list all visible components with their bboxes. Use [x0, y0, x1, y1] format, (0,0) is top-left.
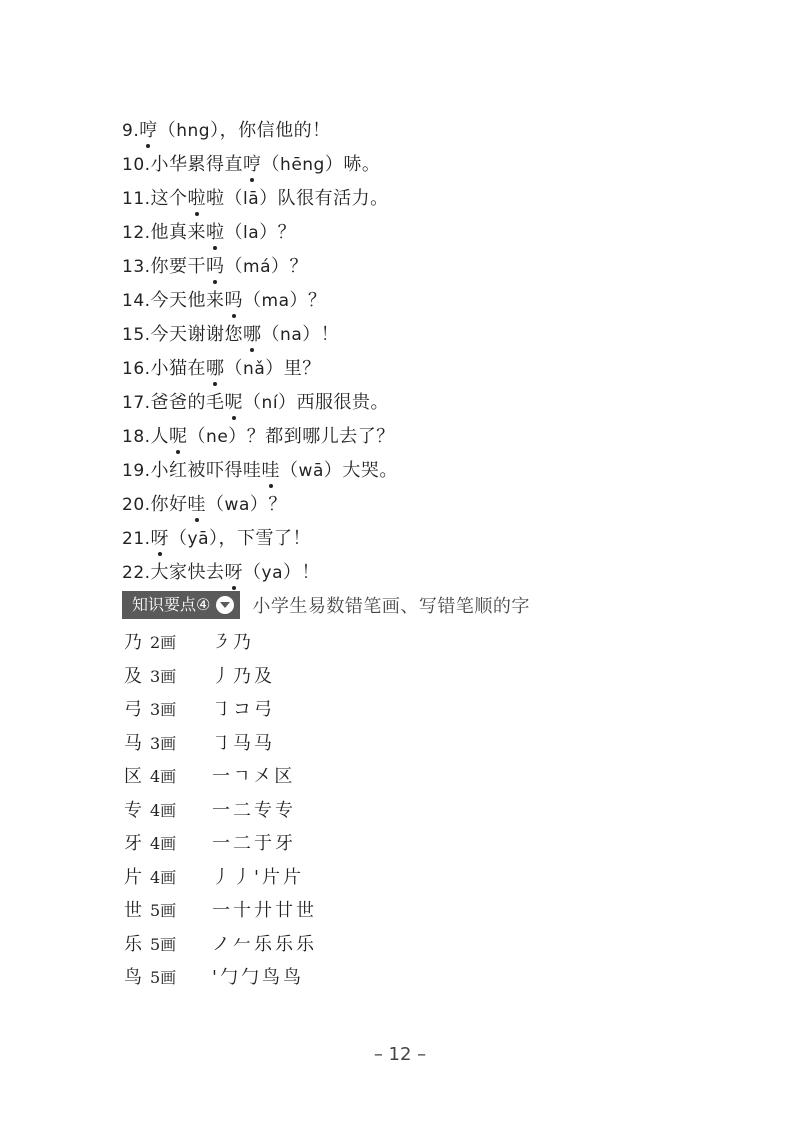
sentence-text-after: ）？: [271, 256, 309, 277]
stroke-item: [124, 827, 524, 861]
sentence-text-after: ）！: [302, 324, 340, 345]
stroke-item: [124, 894, 524, 928]
stroke-sequence: 丿丿'片片: [212, 866, 304, 888]
stroke-char: 世: [124, 900, 142, 921]
sentence-item: [122, 556, 722, 590]
sentence-text-after: ）？: [249, 494, 287, 515]
sentence-key-char: 哼: [243, 148, 262, 182]
sentence-text-before: 他真来: [150, 222, 207, 243]
sentence-number: 10.: [122, 155, 151, 175]
stroke-count: 3画: [150, 666, 177, 686]
sentence-key-char: 哇: [262, 454, 281, 488]
sentence-text-mid: （: [187, 426, 207, 447]
stroke-item: [124, 961, 524, 995]
sentence-number: 16.: [122, 359, 151, 379]
sentence-item: [122, 352, 722, 386]
sentence-text-mid: （: [261, 154, 281, 175]
section-label: 知识要点④: [132, 595, 211, 614]
stroke-char: 鸟: [124, 967, 142, 988]
sentence-item: [122, 386, 722, 420]
sentence-text-after: ），下雪了！: [209, 528, 312, 549]
sentence-pinyin: wā: [298, 461, 324, 481]
sentence-key-char: 呀: [225, 556, 244, 590]
sentence-number: 22.: [122, 563, 151, 583]
sentence-pinyin: ní: [261, 393, 279, 413]
sentence-text-after: ）队很有活力。: [259, 188, 389, 209]
sentence-text-after: ）？: [259, 222, 297, 243]
stroke-count: 5画: [150, 968, 177, 987]
sentence-key-char: 吗: [225, 284, 244, 318]
sentence-item: [122, 522, 722, 556]
stroke-sequence: 一十廾廿世: [212, 900, 317, 921]
stroke-count: 4画: [150, 834, 177, 853]
sentence-pinyin: lā: [243, 189, 260, 209]
stroke-char: 专: [124, 799, 142, 821]
chevron-down-icon: [216, 596, 234, 614]
stroke-count: 5画: [150, 901, 177, 920]
stroke-count: 3画: [150, 700, 177, 719]
stroke-sequence: '勹勹鸟鸟: [212, 967, 304, 988]
sentence-key-char: 呀: [151, 522, 170, 556]
stroke-count: 5画: [150, 934, 177, 954]
sentence-number: 20.: [122, 495, 151, 515]
sentence-text-mid: （: [206, 494, 225, 515]
sentence-key-char: 吗: [206, 250, 225, 284]
stroke-sequence: ㇆コ弓: [212, 699, 275, 720]
sentence-text-after: ）大哭。: [323, 460, 398, 481]
stroke-sequence: 一二专专: [212, 799, 296, 821]
sentence-pinyin: ne: [206, 427, 229, 447]
sentence-text-before: 爸爸的毛: [150, 392, 225, 413]
stroke-count: 3画: [150, 733, 177, 753]
sentence-list: [122, 114, 722, 590]
sentence-text-mid: （: [243, 290, 262, 311]
page-number: – 12 –: [373, 1044, 427, 1065]
stroke-item: [124, 861, 524, 895]
sentence-key-char: 呢: [225, 386, 244, 420]
sentence-key-char: 哪: [243, 318, 262, 352]
sentence-text-after: ）？都到哪儿去了？: [228, 426, 395, 447]
sentence-pinyin: hng: [176, 121, 211, 141]
sentence-text-after: ）哧。: [324, 154, 381, 175]
sentence-text-before: 小猫在: [150, 358, 207, 379]
sentence-text-mid: 啦（: [206, 188, 244, 209]
sentence-key-char: 哼: [139, 114, 158, 148]
section-title: 小学生易数错笔画、写错笔顺的字: [252, 596, 530, 617]
stroke-item: [124, 928, 524, 962]
stroke-sequence: ㇋乃: [212, 632, 254, 653]
sentence-pinyin: ma: [261, 291, 290, 311]
sentence-text-after: ）！: [283, 562, 321, 583]
sentence-item: [122, 148, 722, 182]
sentence-key-char: 哇: [188, 488, 207, 522]
sentence-key-char: 哪: [206, 352, 225, 386]
stroke-count: 4画: [150, 767, 177, 786]
sentence-key-char: 啦: [206, 216, 225, 250]
sentence-item: [122, 114, 722, 148]
sentence-number: 9.: [122, 121, 140, 141]
sentence-text-before: 你要干: [150, 256, 207, 277]
sentence-text-after: ）？: [289, 290, 327, 311]
stroke-char: 乃: [124, 632, 142, 653]
stroke-sequence: 一二于牙: [212, 833, 296, 854]
sentence-pinyin: la: [243, 223, 260, 243]
sentence-item: [122, 250, 722, 284]
sentence-item: [122, 488, 722, 522]
sentence-text-after: ）里？: [265, 358, 321, 379]
stroke-char: 马: [124, 732, 142, 754]
sentence-pinyin: nǎ: [243, 359, 266, 379]
sentence-text-before: 今天谢谢您: [150, 324, 244, 345]
stroke-sequence: 丿乃及: [212, 665, 275, 687]
sentence-number: 15.: [122, 325, 151, 345]
sentence-text-mid: （: [169, 528, 188, 549]
stroke-item: [124, 760, 524, 794]
stroke-item: [124, 794, 524, 828]
sentence-item: [122, 420, 722, 454]
sentence-pinyin: hēng: [280, 155, 325, 175]
sentence-number: 17.: [122, 393, 151, 413]
sentence-text-mid: （: [261, 324, 281, 345]
sentence-number: 19.: [122, 461, 151, 481]
section-heading: [122, 589, 530, 621]
stroke-list: [124, 626, 524, 995]
sentence-text-before: 人: [150, 426, 170, 447]
stroke-count: 4画: [150, 800, 177, 820]
sentence-key-char: 啦: [188, 182, 207, 216]
sentence-pinyin: má: [243, 257, 272, 277]
sentence-text-before: 小华累得直: [150, 154, 244, 175]
sentence-item: [122, 182, 722, 216]
sentence-text-before: 你好: [150, 494, 188, 515]
section-label-box: [122, 591, 240, 619]
stroke-count: 2画: [150, 633, 177, 652]
sentence-text-after: ）西服很贵。: [278, 392, 390, 413]
sentence-item: [122, 284, 722, 318]
sentence-pinyin: wa: [224, 495, 250, 515]
sentence-number: 14.: [122, 291, 151, 311]
sentence-text-before: 大家快去: [150, 562, 225, 583]
stroke-item: [124, 693, 524, 727]
sentence-item: [122, 216, 722, 250]
sentence-key-char: 呢: [169, 420, 188, 454]
stroke-char: 区: [124, 766, 142, 787]
sentence-text-mid: （: [243, 392, 262, 413]
sentence-text-mid: （: [280, 460, 299, 481]
sentence-item: [122, 318, 722, 352]
sentence-text-after: ），你信他的！: [210, 120, 331, 141]
sentence-pinyin: na: [280, 325, 303, 345]
stroke-item: [124, 626, 524, 660]
stroke-char: 弓: [124, 699, 142, 720]
sentence-text-before: 小红被吓得哇: [150, 460, 262, 481]
sentence-pinyin: ya: [261, 563, 284, 583]
stroke-sequence: ノ𠂉乐乐乐: [212, 933, 317, 955]
sentence-text-mid: （: [224, 222, 244, 243]
sentence-text-mid: （: [243, 562, 262, 583]
sentence-text-before: 今天他来: [150, 290, 225, 311]
sentence-number: 12.: [122, 223, 151, 243]
stroke-item: [124, 660, 524, 694]
sentence-item: [122, 454, 722, 488]
sentence-text-mid: （: [224, 358, 244, 379]
stroke-char: 乐: [124, 933, 142, 955]
sentence-number: 11.: [122, 189, 151, 209]
stroke-item: [124, 727, 524, 761]
stroke-char: 及: [124, 665, 142, 687]
stroke-char: 牙: [124, 833, 142, 854]
sentence-text-mid: （: [157, 120, 177, 141]
sentence-pinyin: yā: [187, 529, 210, 549]
stroke-count: 4画: [150, 867, 177, 887]
stroke-sequence: 一ㄱ㐅区: [212, 766, 296, 787]
sentence-text-before: 这个: [150, 188, 188, 209]
sentence-number: 13.: [122, 257, 151, 277]
sentence-number: 18.: [122, 427, 151, 447]
sentence-text-mid: （: [224, 256, 244, 277]
stroke-sequence: ㇆马马: [212, 732, 275, 754]
sentence-number: 21.: [122, 529, 151, 549]
stroke-char: 片: [124, 866, 142, 888]
